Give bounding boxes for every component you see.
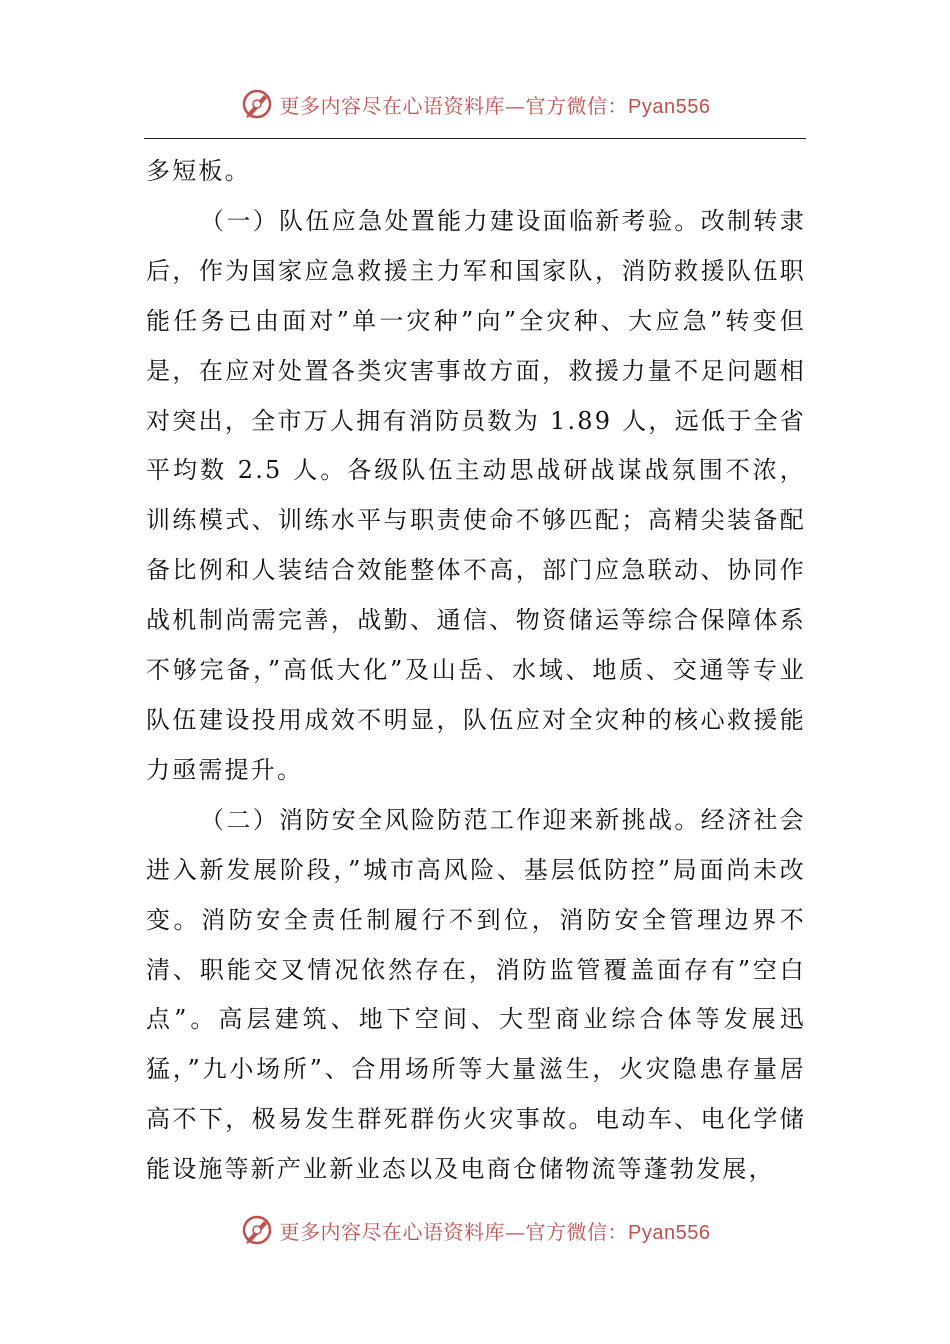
header-banner-text: 更多内容尽在心语资料库—官方微信：Pyan556 [279, 93, 711, 118]
header-banner [0, 84, 950, 124]
pen-logo-icon [240, 87, 274, 121]
header-wechat-id: Pyan556 [628, 95, 711, 118]
footer-wechat-id: Pyan556 [628, 1221, 711, 1244]
paragraph-1: （一）队伍应急处置能力建设面临新考验。改制转隶后，作为国家应急救援主力军和国家队，消防救援队伍职能任务已由面对”单一灾种”向”全灾种、大应急”转变但是，在应对处置各类灾害事故方面，救援力量不足问题相对突出，全市万人拥有消防员数为 1.89 人，远低于全省平均数 2.5 人。各级队伍主动思战研战谋战氛围不浓，训练模式、训练水平与职责使命不够匹配；高精尖装备配备比例和人装结合效能整体不高，部门应急联动、协同作战机制尚需完善，战勤、通信、物资储运等综合保障体系不够完备，”高低大化”及山岳、水域、地质、交通等专业队伍建设投用成效不明显，队伍应对全灾种的核心救援能力亟需提升。 [146, 206, 806, 784]
continuation-line: 多短板。 [146, 157, 251, 185]
document-body [146, 147, 806, 1195]
pen-logo-icon [240, 1213, 274, 1247]
footer-banner [0, 1210, 950, 1250]
footer-banner-text: 更多内容尽在心语资料库—官方微信：Pyan556 [279, 1219, 711, 1244]
header-rule [144, 138, 806, 139]
paragraph-2: （二）消防安全风险防范工作迎来新挑战。经济社会进入新发展阶段，”城市高风险、基层低防控”局面尚未改变。消防安全责任制履行不到位，消防安全管理边界不清、职能交叉情况依然存在，消防监管覆盖面存有”空白点”。高层建筑、地下空间、大型商业综合体等发展迅猛，”九小场所”、合用场所等大量滋生，火灾隐患存量居高不下，极易发生群死群伤火灾事故。电动车、电化学储能设施等新产业新业态以及电商仓储物流等蓬勃发展， [146, 805, 806, 1184]
